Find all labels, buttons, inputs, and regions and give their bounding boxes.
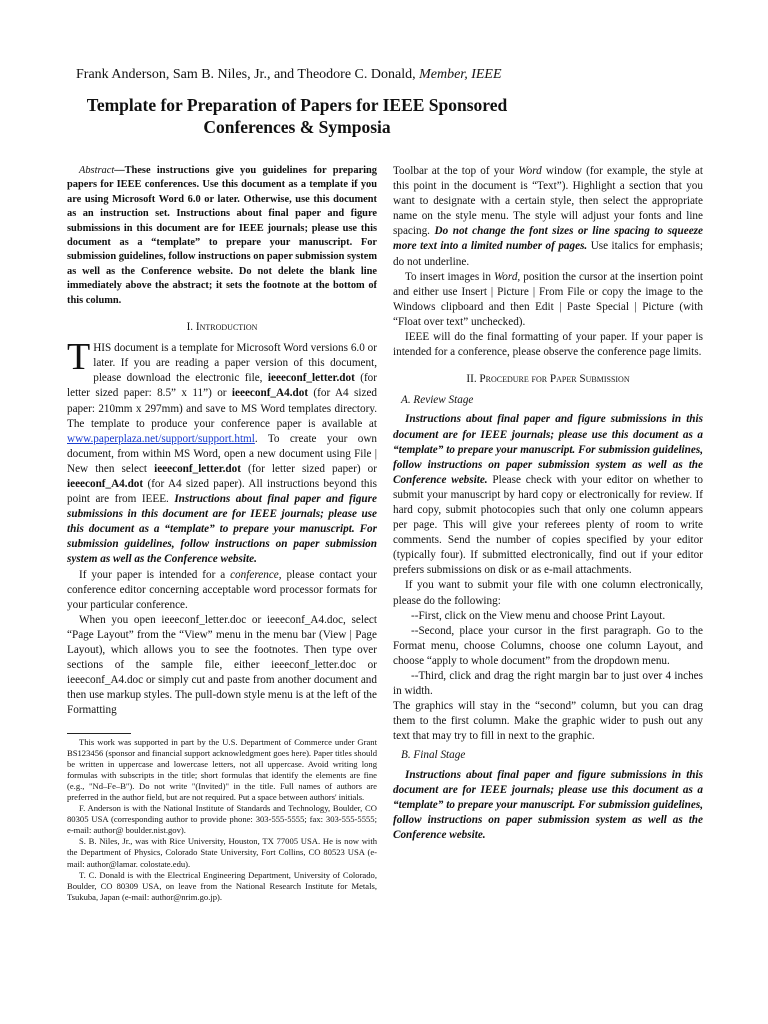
author-membership: Member, IEEE (419, 67, 502, 82)
step-second: --Second, place your cursor in the first paragraph. Go to the Format menu, choose Columns, choose one column Layout, and choose “apply to whole document” from the dropdown menu. (393, 624, 703, 667)
left-column (67, 164, 377, 903)
template-file-letter: ieeeconf_letter.dot (267, 372, 355, 385)
intro-paragraph-2 (67, 568, 377, 613)
submission-notice: Instructions about final paper and figure submissions in this document are for IEEE journals; please use this document as a “template” to prepare your manuscript. For submission guidelines, follow instructions on paper submission system as well as the Conference website. (393, 413, 703, 486)
intro-text: please contact your conference editor concerning acceptable word processor formats for your particular conference. (67, 568, 378, 611)
intro-text: HIS document is a template for Microsoft Word versions 6.0 or later. If you are reading a paper version of this document, please download the electronic file, (93, 342, 377, 385)
template-file-letter: ieeeconf_letter.dot (154, 462, 241, 475)
template-file-a4: ieeeconf_A4.dot (231, 387, 309, 400)
step-third: --Third, click and drag the right margin bar to just over 4 inches in width. (393, 670, 703, 698)
footnote-author-3: T. C. Donald is with the Electrical Engineering Department, University of Colorado, Boulder, CO 80309 USA, on leave from the National Research Institute for Metals, Tsukuba, Japan (e-mail: author@nrim.go.jp). (67, 869, 377, 902)
section-heading-procedure: II. Procedure for Paper Submission (466, 373, 630, 386)
step-first: --First, click on the View menu and choose Print Layout. (411, 609, 666, 622)
abstract-text: —These instructions give you guidelines for preparing papers for IEEE conferences. Use this document as a template if you are using Microsoft Word 6.0 or later. Otherwise, use this document as an instruction set. Instructions about final paper and figure submissions in this document are for IEEE journals; please use this document as a “template” to prepare your manuscript. For submission guidelines, follow instructions on paper submission system as well as the Conference website. Do not delete the blank line immediately above the abstract; it sets the footnote at the bottom of this column. (67, 165, 377, 306)
conference-emphasis: conference, (230, 568, 282, 581)
footnote-author-1: F. Anderson is with the National Institute of Standards and Technology, Boulder, CO 80305 USA (corresponding author to provide phone: 303-555-5555; fax: 303-555-5555; e-mail: author@ boulder.nist.gov). (67, 803, 377, 836)
right-column (393, 164, 703, 843)
body-text: To insert images in (405, 270, 494, 283)
intro-text: (for A4 sized paper). All instructions beyond this point are from IEEE. (67, 478, 377, 506)
abstract (67, 164, 377, 308)
intro-paragraph-1 (67, 336, 378, 567)
author-line (76, 67, 502, 83)
support-link[interactable]: www.paperplaza.net/support/support.html (67, 432, 255, 445)
paper-title: Template for Preparation of Papers for IEEE Sponsored Conferences & Symposia (86, 95, 508, 137)
author-names: Frank Anderson, Sam B. Niles, Jr., and Theodore C. Donald, (76, 67, 416, 82)
footnotes (67, 737, 377, 903)
font-size-warning: Do not change the font sizes or line spacing to squeeze more text into a limited number of pages. (393, 225, 703, 253)
word-emphasis: Word (518, 165, 542, 177)
formatting-paragraph (393, 164, 703, 270)
one-column-paragraph: If you want to submit your file with one column electronically, please do the following: (393, 579, 703, 607)
footnote-support: This work was supported in part by the U.S. Department of Commerce under Grant BS123456 (sponsor and financial support acknowledgment goes here). Paper titles should be written in uppercase and lowercase letters, not all uppercase. Avoid writing long formulas with subscripts in the title; short formulas that identify the elements are fine (e.g., "Nd–Fe–B"). Do not write "(Invited)" in the title. Full names of authors are preferred in the author field, but are not required. Put a space between authors' initials. (67, 736, 377, 802)
section-heading-introduction: I. Introduction (186, 321, 258, 334)
review-paragraph (393, 412, 703, 578)
footnote-rule (67, 733, 131, 734)
body-text: Please check with your editor on whether to submit your manuscript by hard copy or electronically for review. If hard copy, submit photocopies such that only one column appears per page. This will give your referees plenty of room to write comments. Send the number of copies specified by your editor (typically four). If submitted electronically, find out if your editor prefers submissions on disk or as e-mail attachments. (393, 473, 704, 577)
subheading-review-stage: A. Review Stage (401, 394, 474, 407)
body-text: Toolbar at the top of your (393, 165, 519, 177)
intro-text: (for letter sized paper: 8.5” x 11”) or (67, 372, 377, 400)
intro-text: . To create your own document, from within MS Word, open a new document using File | New then select (67, 432, 377, 475)
intro-paragraph-3: When you open ieeeconf_letter.doc or ieeeconf_A4.doc, select “Page Layout” from the “View” menu in the menu bar (View | Page Layout), which allows you to see the footnotes. Then type over sections of the sample file, either ieeeconf_letter.doc or ieeeconf_A4.doc or simply cut and paste from another document and then use markup styles. The pull-down style menu is at the left of the Formatting (67, 613, 377, 717)
template-file-a4: ieeeconf_A4.dot (67, 478, 144, 490)
body-text: Use italics for emphasis; do not underline. (393, 240, 703, 268)
body-text: position the cursor at the insertion point and either use Insert | Picture | From File or copy the image to the Windows clipboard and then Edit | Paste Special | Picture (with “Float over text” unchecked). (393, 270, 703, 328)
intro-text: (for letter sized paper) or (240, 462, 377, 475)
subheading-final-stage: B. Final Stage (401, 749, 466, 762)
intro-text: If your paper is intended for a (79, 568, 231, 581)
graphics-paragraph: The graphics will stay in the “second” column, but you can drag them to the first column. Make the graphic wider to push out any text that may try to fill in next to the graphic. (393, 700, 703, 743)
body-text: window (for example, the style at this point in the document is “Text”). Highlight a section that you want to designate with a certain style, then select the appropriate name on the style menu. The style will adjust your fonts and line spacing. (393, 165, 703, 238)
footnote-author-2: S. B. Niles, Jr., was with Rice University, Houston, TX 77005 USA. He is now with the Department of Physics, Colorado State University, Fort Collins, CO 80523 USA (e-mail: author@lamar. colostate.edu). (67, 836, 377, 869)
drop-cap: T (67, 336, 91, 379)
intro-text: (for A4 sized paper: 210mm x 297mm) and save to MS Word templates directory. The template to produce your conference paper is available at (67, 387, 378, 430)
submission-notice: Instructions about final paper and figure submissions in this document are for IEEE journals; please use this document as a “template” to prepare your manuscript. For submission guidelines, follow instructions on paper submission system as well as the Conference website. (67, 493, 377, 566)
word-emphasis: Word, (494, 270, 521, 283)
images-paragraph (393, 270, 703, 330)
abstract-lead: Abstract (79, 165, 115, 176)
formatting-note-paragraph: IEEE will do the final formatting of your paper. If your paper is intended for a conference, please observe the conference page limits. (393, 331, 703, 359)
final-stage-paragraph: Instructions about final paper and figure submissions in this document are for IEEE journals; please use this document as a “template” to prepare your manuscript. For submission guidelines, follow instructions on paper submission system as well as the Conference website. (393, 768, 703, 841)
